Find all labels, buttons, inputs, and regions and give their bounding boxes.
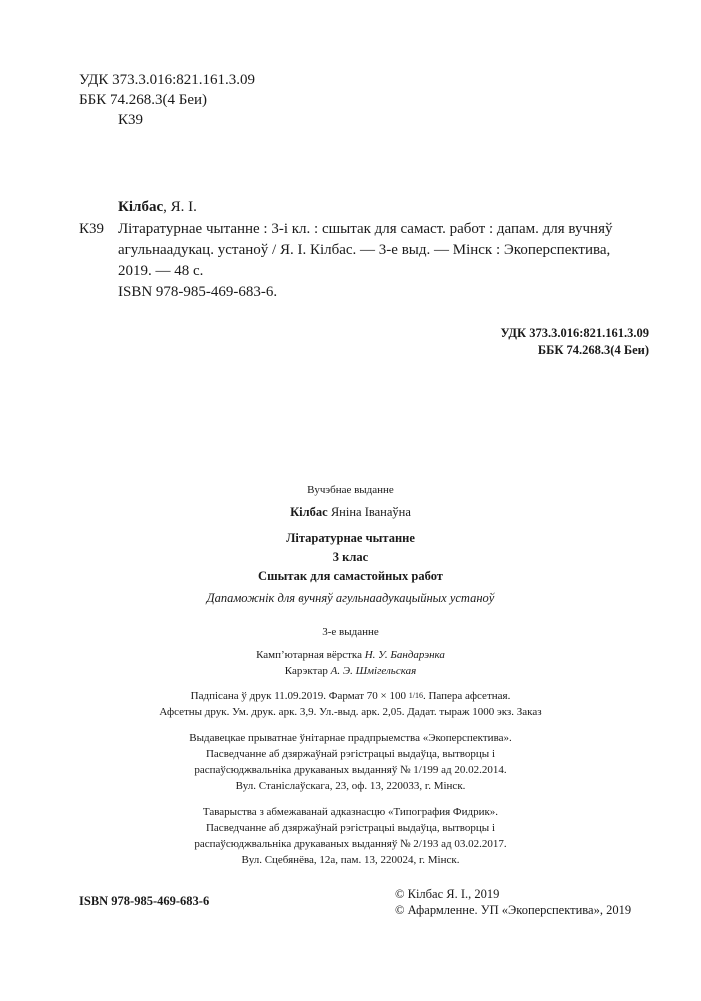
bib-author-surname: Кілбас: [118, 199, 164, 215]
imprint-author: [0, 504, 701, 520]
corrector-label: Карэктар: [284, 665, 331, 677]
print-line2: Афсетны друк. Ум. друк. арк. 3,9. Ул.-выд. арк. 2,05. Дадат. тыраж 1000 экз. Заказ: [159, 706, 542, 718]
edition-type: Вучэбнае выданне: [307, 484, 394, 496]
corrector-name: А. Э. Шмігельская: [330, 665, 417, 677]
publisher-line: Пасведчанне аб дзяржаўнай рэгістрацыі выдаўца, вытворцы і: [205, 748, 496, 760]
imprint-author-surname: Кілбас: [290, 505, 328, 519]
print-line1-b: . Папера афсетная.: [422, 690, 511, 702]
footer-copyright-author: © Кілбас Я. І., 2019: [395, 887, 500, 901]
edition-number: 3-е выданне: [322, 626, 379, 638]
layout-credit: [0, 648, 701, 662]
printer-line: Пасведчанне аб дзяржаўнай рэгістрацыі выдаўца, вытворцы і: [205, 822, 496, 834]
publisher-line: Вул. Станіслаўскага, 23, оф. 13, 220033, г. Мінск.: [235, 780, 466, 792]
right-udk: УДК 373.3.016:821.161.3.09: [500, 326, 649, 340]
footer-copyright-design: © Афармленне. УП «Экоперспектива», 2019: [395, 903, 632, 917]
book-grade: 3 клас: [332, 550, 369, 564]
top-udk: УДК 373.3.016:821.161.3.09: [79, 72, 256, 88]
print-line1-a: Падпісана ў друк 11.09.2019. Фармат 70 × 100: [190, 690, 409, 702]
imprint-author-name: Яніна Іванаўна: [327, 505, 411, 519]
publisher-block: [0, 731, 701, 793]
printer-line: Таварыства з абмежаванай адказнасцю «Типография Фидрик».: [202, 806, 499, 818]
top-bbk: ББК 74.268.3(4 Беи): [79, 92, 208, 108]
bib-author-initials: , Я. І.: [163, 199, 197, 215]
layout-label: Камп’ютарная вёрстка: [256, 649, 365, 661]
publisher-line: распаўсюджвальніка друкаваных выданняў № 1/199 ад 20.02.2014.: [194, 764, 507, 776]
bib-mark: К39: [79, 221, 105, 237]
bib-line2: агульнаадукац. устаноў / Я. І. Кілбас. — 3-е выд. — Мінск : Экоперспектива,: [118, 242, 611, 258]
bib-line1: Літаратурнае чытанне : 3-і кл. : сшытак для самаст. работ : дапам. для вучняў: [118, 221, 613, 237]
bib-isbn: ISBN 978-985-469-683-6.: [118, 284, 278, 300]
footer-isbn: ISBN 978-985-469-683-6: [79, 894, 210, 908]
layout-name: Н. У. Бандарэнка: [364, 649, 445, 661]
book-title: Літаратурнае чытанне: [286, 531, 415, 545]
top-author-mark: К39: [118, 112, 144, 128]
printer-line: Вул. Сцебянёва, 12а, пам. 13, 220024, г. Мінск.: [241, 854, 460, 866]
publisher-line: Выдавецкае прыватнае ўнітарнае прадпрыемства «Экоперспектива».: [189, 732, 512, 744]
printer-block: [0, 805, 701, 867]
book-purpose: Дапаможнік для вучняў агульнаадукацыйных устаноў: [206, 591, 495, 605]
corrector-credit: [0, 664, 701, 678]
print-line1-frac: 1/16: [408, 691, 423, 700]
right-bbk: ББК 74.268.3(4 Беи): [537, 343, 649, 357]
bib-line3: 2019. — 48 с.: [118, 263, 204, 279]
print-line1: [0, 689, 701, 703]
printer-line: распаўсюджвальніка друкаваных выданняў № 2/193 ад 03.02.2017.: [194, 838, 507, 850]
bib-author: [118, 198, 197, 217]
book-subtitle: Сшытак для самастойных работ: [258, 569, 443, 583]
